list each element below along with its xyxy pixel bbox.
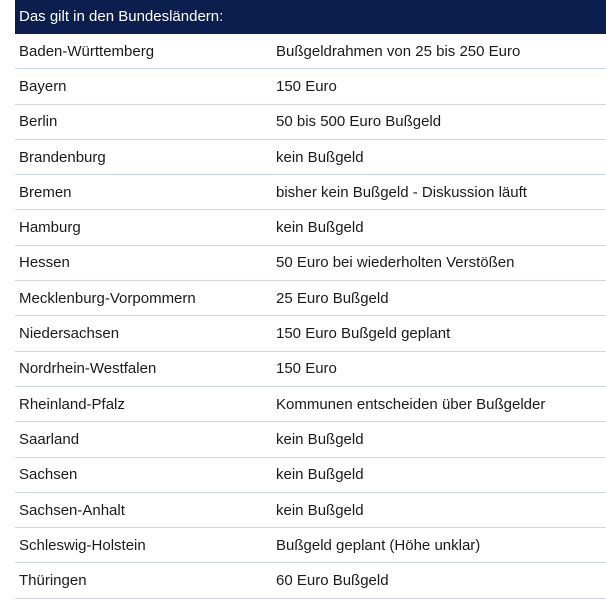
rule-cell: kein Bußgeld <box>276 430 364 448</box>
state-cell: Mecklenburg-Vorpommern <box>19 289 196 307</box>
rule-cell: 60 Euro Bußgeld <box>276 572 389 590</box>
rule-cell: 150 Euro <box>276 360 337 378</box>
state-cell: Nordrhein-Westfalen <box>19 360 157 378</box>
state-cell: Niedersachsen <box>19 325 120 343</box>
table-row <box>15 34 606 69</box>
rule-cell: 150 Euro Bußgeld geplant <box>276 325 451 343</box>
table-row <box>15 493 606 528</box>
rule-cell: Bußgeldrahmen von 25 bis 250 Euro <box>276 42 521 60</box>
state-cell: Bayern <box>19 77 67 95</box>
rule-cell: kein Bußgeld <box>276 148 364 166</box>
rule-cell: Kommunen entscheiden über Bußgelder <box>276 395 546 413</box>
state-cell: Hamburg <box>19 219 81 237</box>
state-cell: Thüringen <box>19 572 87 590</box>
state-cell: Saarland <box>19 430 80 448</box>
table-header: Das gilt in den Bundesländern: <box>15 0 606 34</box>
rule-cell: 50 bis 500 Euro Bußgeld <box>276 113 442 131</box>
table-row <box>15 281 606 316</box>
rule-cell: bisher kein Bußgeld - Diskussion läuft <box>276 183 527 201</box>
rule-cell: 25 Euro Bußgeld <box>276 289 389 307</box>
table-row <box>15 316 606 351</box>
state-cell: Berlin <box>19 113 58 131</box>
table-body <box>15 34 606 599</box>
rule-cell: 150 Euro <box>276 77 337 95</box>
table-row <box>15 387 606 422</box>
state-cell: Schleswig-Holstein <box>19 536 146 554</box>
table-row <box>15 175 606 210</box>
table-row <box>15 69 606 104</box>
bundeslaender-table <box>15 0 606 599</box>
table-row <box>15 246 606 281</box>
rule-cell: kein Bußgeld <box>276 466 364 484</box>
table-row <box>15 352 606 387</box>
state-cell: Sachsen-Anhalt <box>19 501 125 519</box>
rule-cell: Bußgeld geplant (Höhe unklar) <box>276 536 481 554</box>
rule-cell: kein Bußgeld <box>276 501 364 519</box>
table-row <box>15 140 606 175</box>
rule-cell: 50 Euro bei wiederholten Verstößen <box>276 254 515 272</box>
table-row <box>15 528 606 563</box>
rule-cell: kein Bußgeld <box>276 219 364 237</box>
state-cell: Sachsen <box>19 466 78 484</box>
state-cell: Bremen <box>19 183 72 201</box>
state-cell: Brandenburg <box>19 148 106 166</box>
table-row <box>15 210 606 245</box>
table-row <box>15 422 606 457</box>
table-row <box>15 563 606 598</box>
state-cell: Rheinland-Pfalz <box>19 395 125 413</box>
table-row <box>15 105 606 140</box>
state-cell: Hessen <box>19 254 70 272</box>
state-cell: Baden-Württemberg <box>19 42 155 60</box>
table-row <box>15 458 606 493</box>
